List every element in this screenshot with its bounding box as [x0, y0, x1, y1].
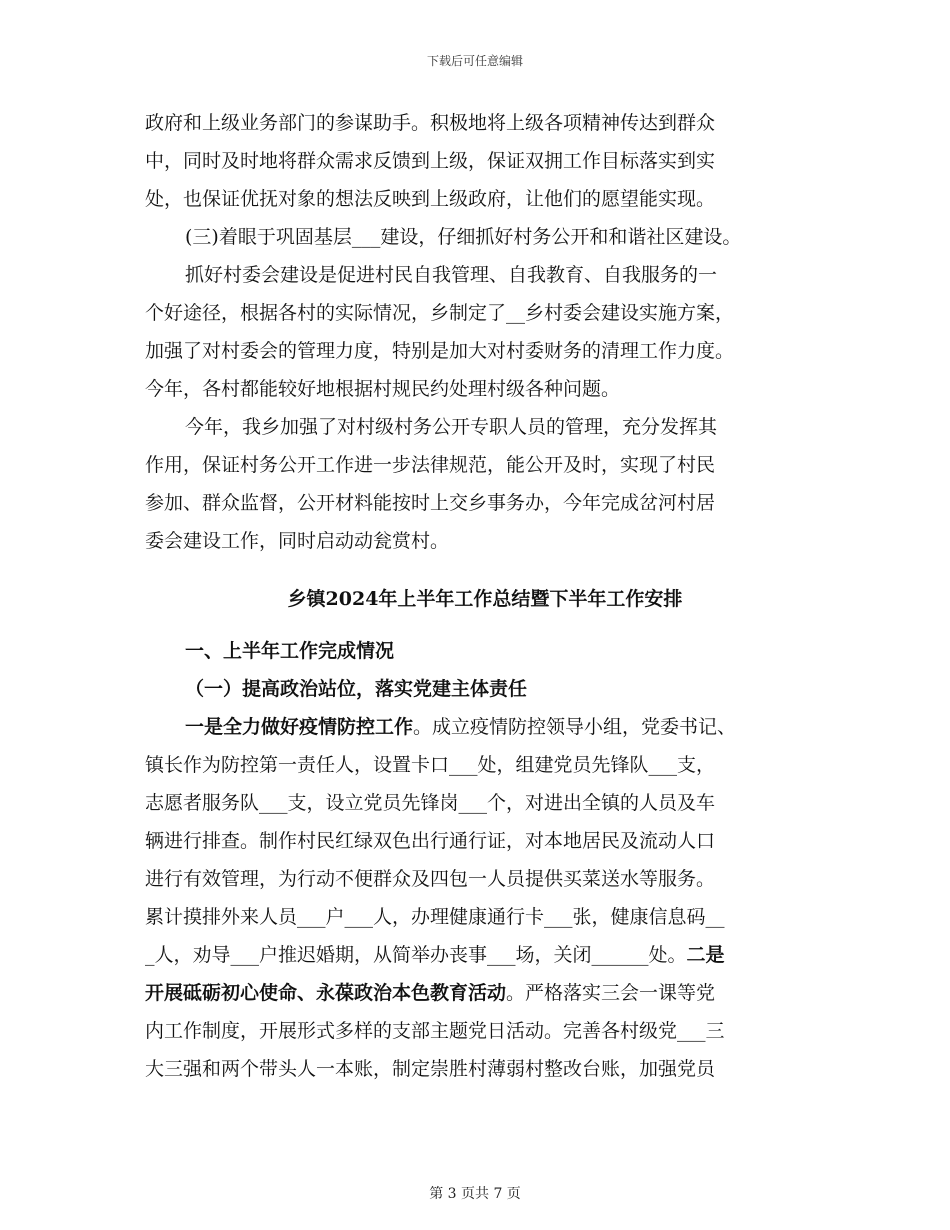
lead-rest: 。成立疫情防控领导小组，党委书记、: [413, 716, 737, 738]
text-line: 参加、群众监督，公开材料能按时上交乡事务办，今年完成岔河村居: [145, 492, 716, 514]
text-line: 进行有效管理，为行动不便群众及四包一人员提供买菜送水等服务。: [145, 868, 716, 890]
text-line: [145, 936, 825, 974]
document-body: [145, 104, 825, 1088]
page-header: 下载后可任意编辑: [426, 54, 523, 68]
text-line: 中，同时及时地将群众需求反馈到上级，保证双拥工作目标落实到实: [145, 150, 716, 172]
heading-level-1: 一、上半年工作完成情况: [185, 640, 395, 662]
section-title: 乡镇2024年上半年工作总结暨下半年工作安排: [287, 588, 683, 610]
line-text: _人，劝导___户推迟婚期，从简举办丧事___场，关闭______处。: [145, 944, 687, 966]
text-line: [145, 708, 825, 746]
text-line: 辆进行排查。制作村民红绿双色出行通行证，对本地居民及流动人口: [145, 830, 716, 852]
text-line: 今年，各村都能较好地根据村规民约处理村级各种问题。: [145, 378, 621, 400]
heading-level-2: （一）提高政治站位，落实党建主体责任: [185, 678, 528, 700]
text-line: 作用，保证村务公开工作进一步法律规范，能公开及时，实现了村民: [145, 454, 716, 476]
text-line: 政府和上级业务部门的参谋助手。积极地将上级各项精神传达到群众: [145, 112, 716, 134]
text-line: 抓好村委会建设是促进村民自我管理、自我教育、自我服务的一: [185, 264, 718, 286]
text-line: 大三强和两个带头人一本账，制定崇胜村薄弱村整改台账，加强党员: [145, 1058, 716, 1080]
lead-bold: 开展砥砺初心使命、永葆政治本色教育活动: [145, 982, 507, 1004]
lead-bold: 二是: [686, 944, 725, 966]
lead-bold: 一是全力做好疫情防控工作: [185, 716, 414, 738]
text-line: 今年，我乡加强了对村级村务公开专职人员的管理，充分发挥其: [185, 416, 718, 438]
lead-rest: 。严格落实三会一课等党: [506, 982, 716, 1004]
text-line: [145, 974, 825, 1012]
text-line: 加强了对村委会的管理力度，特别是加大对村委财务的清理工作力度。: [145, 340, 735, 362]
text-line: 内工作制度，开展形式多样的支部主题党日活动。完善各村级党___三: [145, 1020, 725, 1042]
text-line: 镇长作为防控第一责任人，设置卡口___处，组建党员先锋队___支，: [145, 754, 716, 776]
text-line: 志愿者服务队___支，设立党员先锋岗___个，对进出全镇的人员及车: [145, 792, 716, 814]
text-line: 个好途径，根据各村的实际情况，乡制定了__乡村委会建设实施方案，: [145, 302, 735, 324]
text-line: (三)着眼于巩固基层___建设，仔细抓好村务公开和和谐社区建设。: [185, 226, 742, 248]
text-line: 处，也保证优抚对象的想法反映到上级政府，让他们的愿望能实现。: [145, 188, 716, 210]
text-line: 委会建设工作，同时启动动瓮赏村。: [145, 530, 450, 552]
text-line: 累计摸排外来人员___户___人，办理健康通行卡___张，健康信息码__: [145, 906, 725, 928]
page-footer: 第 3 页共 7 页: [429, 1186, 521, 1202]
